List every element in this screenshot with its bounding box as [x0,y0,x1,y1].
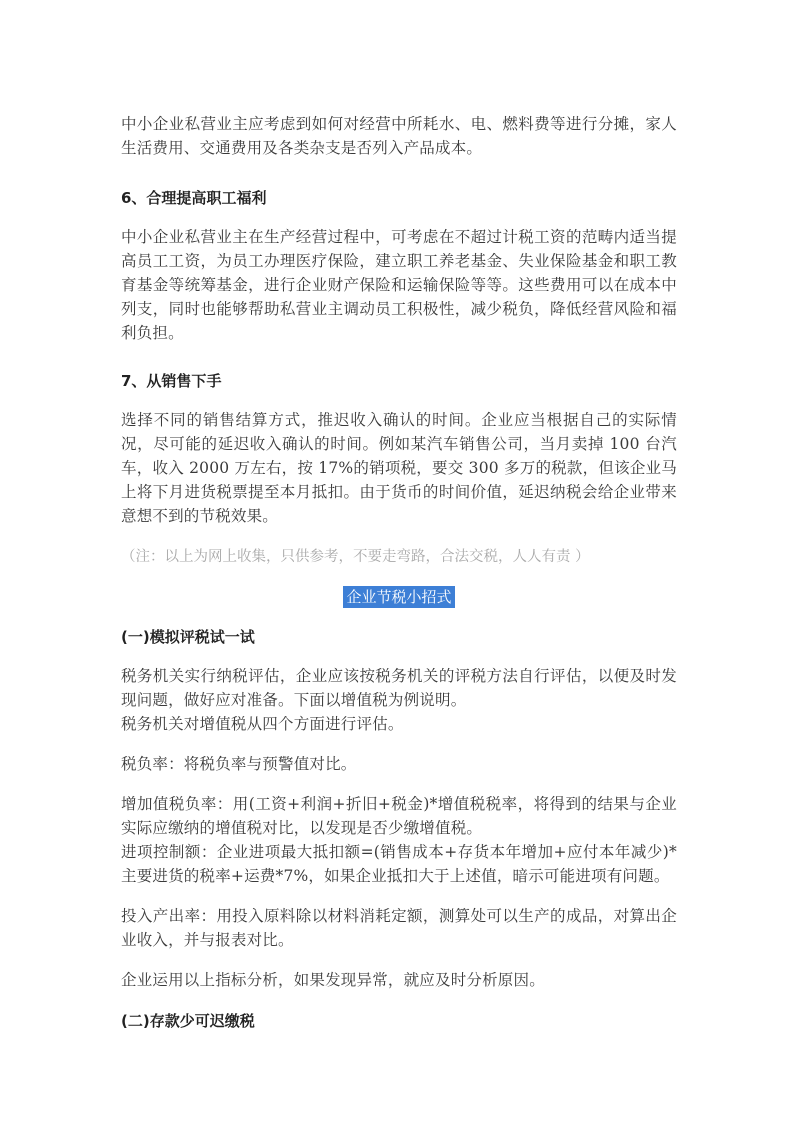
paragraph-input-output-rate: 投入产出率：用投入原料除以材料消耗定额，测算处可以生产的成品，对算出企业收入，并与报表对比。 [121,907,677,949]
section-title-wrap [121,586,677,608]
paragraph-tax-burden-rate: 税负率：将税负率与预警值对比。 [121,755,357,773]
paragraph-sales: 选择不同的销售结算方式，推迟收入确认的时间。企业应当根据自己的实际情况，尽可能的延迟收入确认的时间。例如某汽车销售公司，当月卖掉 100 台汽车，收入 2000 万左右，按 17%的销项税，要交 300 多万的税款，但该企业马上将下月进货税票提至本月抵扣。由于货币的时间价值，延迟纳税会给企业带来意想不到的节税效果。 [121,411,677,525]
paragraph-assessment-intro: 税务机关实行纳税评估，企业应该按税务机关的评税方法自行评估，以便及时发现问题，做好应对准备。下面以增值税为例说明。 [121,667,677,709]
document-page [121,112,677,1032]
note-disclaimer: （注：以上为网上收集，只供参考，不要走弯路，合法交税，人人有责 ） [121,549,590,565]
paragraph-four-aspects: 税务机关对增值税从四个方面进行评估。 [121,715,404,733]
heading-employee-welfare: 6、合理提高职工福利 [121,189,267,207]
paragraph-cost-allocation: 中小企业私营业主应考虑到如何对经营中所耗水、电、燃料费等进行分摊，家人生活费用、交通费用及各类杂支是否列入产品成本。 [121,115,677,157]
paragraph-input-control: 进项控制额：企业进项最大抵扣额=(销售成本+存货本年增加+应付本年减少)*主要进货的税率+运费*7%，如果企业抵扣大于上述值，暗示可能进项有问题。 [121,843,677,885]
paragraph-analysis-note: 企业运用以上指标分析，如果发现异常，就应及时分析原因。 [121,971,545,989]
paragraph-employee-welfare: 中小企业私营业主在生产经营过程中，可考虑在不超过计税工资的范畴内适当提高员工工资，为员工办理医疗保险，建立职工养老基金、失业保险基金和职工教育基金等统筹基金，进行企业财产保险和运输保险等等。这些费用可以在成本中列支，同时也能够帮助私营业主调动员工积极性，减少税负，降低经营风险和福利负担。 [121,228,677,342]
section-title-highlighted: 企业节税小招式 [343,586,454,608]
heading-simulated-assessment: (一)模拟评税试一试 [121,628,255,646]
heading-deferred-tax: (二)存款少可迟缴税 [121,1012,255,1030]
paragraph-value-added-rate: 增加值税负率：用(工资+利润+折旧+税金)*增值税税率，将得到的结果与企业实际应缴纳的增值税对比，以发现是否少缴增值税。 [121,795,677,837]
heading-sales: 7、从销售下手 [121,372,222,390]
